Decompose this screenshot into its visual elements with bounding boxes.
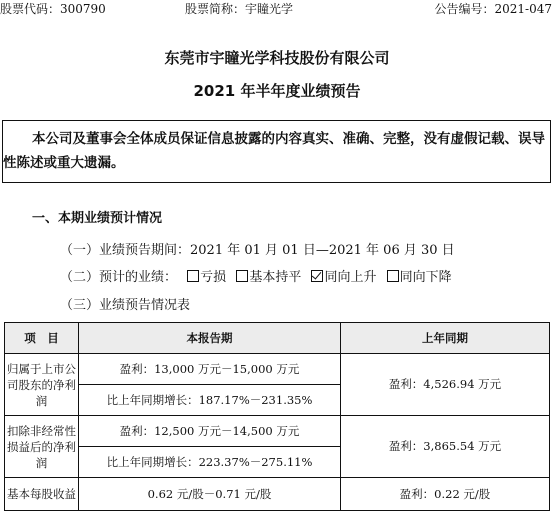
checked-checkbox-icon <box>311 270 323 282</box>
forecast-type-row <box>60 266 452 285</box>
forecast-period: （一）业绩预告期间：2021 年 01 月 01 日—2021 年 06 月 30 日 <box>60 243 455 258</box>
current-period-value: 0.62 元/股－0.71 元/股 <box>79 478 341 511</box>
column-header-current: 本报告期 <box>79 323 341 354</box>
current-period-growth: 比上年同期增长：187.17%－231.35% <box>79 385 341 416</box>
prior-period-value: 盈利：4,526.94 万元 <box>341 354 550 416</box>
disclosure-notice-box <box>2 120 551 183</box>
section-heading: 一、本期业绩预计情况 <box>32 211 163 226</box>
option-increase: 同向上升 <box>311 270 376 285</box>
announcement-header <box>0 0 554 20</box>
performance-forecast-table <box>4 322 550 511</box>
current-period-value: 盈利：12,500 万元－14,500 万元 <box>79 416 341 447</box>
column-header-prior: 上年同期 <box>341 323 550 354</box>
stock-code: 股票代码：300790 <box>0 2 106 16</box>
column-header-item: 项 目 <box>5 323 79 354</box>
current-period-growth: 比上年同期增长：223.37%－275.11% <box>79 447 341 478</box>
table-row <box>5 416 550 447</box>
disclosure-notice-text: 本公司及董事会全体成员保证信息披露的内容真实、准确、完整，没有虚假记载、误导性陈述或重大遗漏。 <box>3 131 545 171</box>
checkbox-icon <box>187 270 199 282</box>
table-header-row <box>5 323 550 354</box>
row-item-label: 扣除非经常性损益后的净利润 <box>5 416 79 478</box>
row-item-label: 归属于上市公司股东的净利润 <box>5 354 79 416</box>
document-title: 2021 年半年度业绩预告 <box>193 82 361 100</box>
forecast-type-label: （二）预计的业绩： <box>60 270 178 285</box>
option-decrease: 同向下降 <box>387 270 452 285</box>
option-flat: 基本持平 <box>236 270 301 285</box>
table-row <box>5 354 550 385</box>
prior-period-value: 盈利：3,865.54 万元 <box>341 416 550 478</box>
checkbox-icon <box>387 270 399 282</box>
checkbox-icon <box>236 270 248 282</box>
table-row <box>5 478 550 511</box>
current-period-value: 盈利：13,000 万元－15,000 万元 <box>79 354 341 385</box>
row-item-label: 基本每股收益 <box>5 478 79 511</box>
stock-abbreviation: 股票简称：宇瞳光学 <box>185 2 294 16</box>
prior-period-value: 盈利：0.22 元/股 <box>341 478 550 511</box>
table-caption: （三）业绩预告情况表 <box>60 298 191 313</box>
company-name: 东莞市宇瞳光学科技股份有限公司 <box>164 49 390 67</box>
announcement-number: 公告编号：2021-047 <box>434 2 552 16</box>
option-loss: 亏损 <box>187 270 226 285</box>
